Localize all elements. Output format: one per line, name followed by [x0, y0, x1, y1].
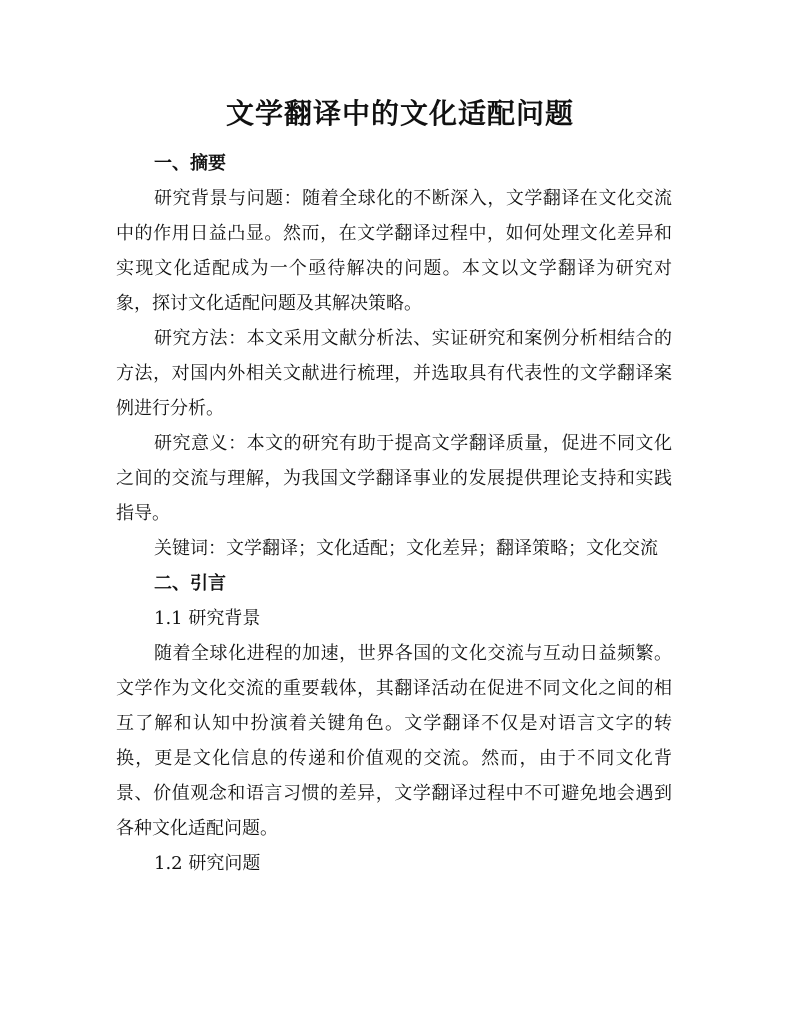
subsection-heading-background: 1.1 研究背景 [154, 608, 261, 629]
section-heading-introduction: 二、引言 [154, 573, 226, 594]
keywords-paragraph: 关键词：文学翻译；文化适配；文化差异；翻译策略；文化交流 [154, 538, 658, 559]
subsection-heading-problem: 1.2 研究问题 [154, 853, 261, 874]
document-body [116, 146, 672, 881]
section-heading-abstract: 一、摘要 [154, 153, 226, 174]
background-paragraph: 随着全球化进程的加速，世界各国的文化交流与互动日益频繁。文学作为文化交流的重要载体，其翻译活动在促进不同文化之间的相互了解和认知中扮演着关键角色。文学翻译不仅是对语言文字的转换，更是文化信息的传递和价值观的交流。然而，由于不同文化背景、价值观念和语言习惯的差异，文学翻译过程中不可避免地会遇到各种文化适配问题。 [116, 643, 672, 839]
document-title: 文学翻译中的文化适配问题 [225, 97, 574, 130]
abstract-background-paragraph: 研究背景与问题：随着全球化的不断深入，文学翻译在文化交流中的作用日益凸显。然而，在文学翻译过程中，如何处理文化差异和实现文化适配成为一个亟待解决的问题。本文以文学翻译为研究对象，探讨文化适配问题及其解决策略。 [116, 188, 672, 314]
abstract-method-paragraph: 研究方法：本文采用文献分析法、实证研究和案例分析相结合的方法，对国内外相关文献进行梳理，并选取具有代表性的文学翻译案例进行分析。 [116, 328, 672, 419]
abstract-significance-paragraph: 研究意义：本文的研究有助于提高文学翻译质量，促进不同文化之间的交流与理解，为我国文学翻译事业的发展提供理论支持和实践指导。 [116, 433, 672, 524]
